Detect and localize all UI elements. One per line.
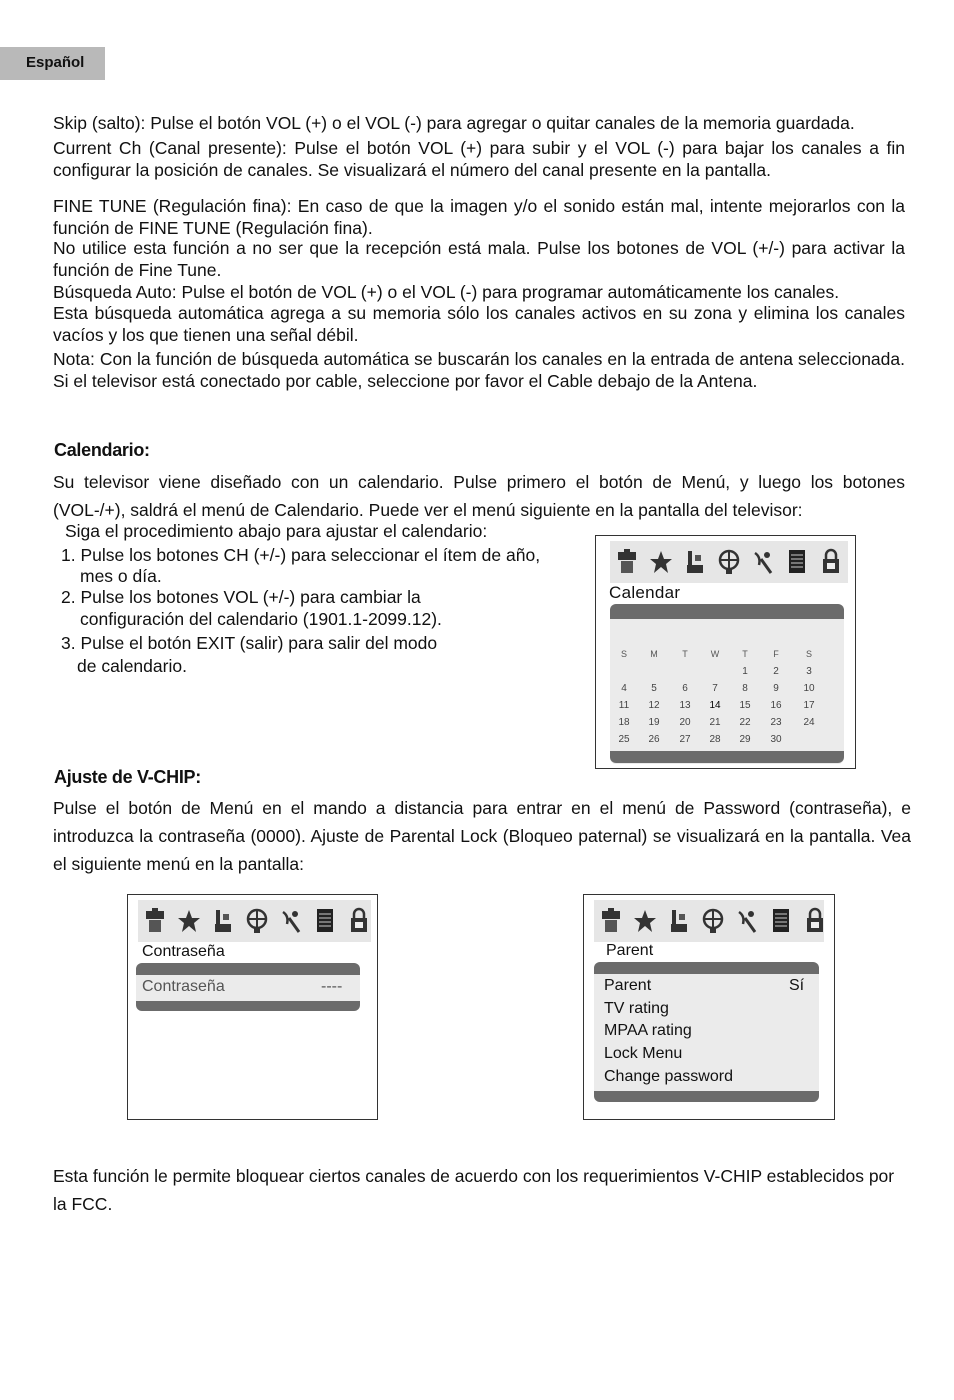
- calendar-weekday: T: [742, 649, 748, 659]
- calendar-day[interactable]: 11: [618, 700, 630, 711]
- channel-icon[interactable]: [667, 906, 691, 936]
- calendar-day[interactable]: 18: [618, 717, 630, 728]
- calendar-weekday: F: [773, 649, 779, 659]
- calendar-icon[interactable]: [785, 547, 809, 577]
- globe-icon[interactable]: [701, 906, 725, 936]
- calendar-day[interactable]: 29: [739, 734, 751, 745]
- parent-item-parent-value[interactable]: Sí: [789, 977, 805, 994]
- calendar-day[interactable]: 26: [648, 734, 660, 745]
- calendar-day[interactable]: 23: [770, 717, 782, 728]
- calendar-bottom-bar: [610, 751, 844, 763]
- satellite-icon[interactable]: [751, 547, 775, 577]
- calendar-day[interactable]: 7: [712, 683, 718, 694]
- calendar-day[interactable]: 27: [679, 734, 691, 745]
- satellite-icon[interactable]: [735, 906, 759, 936]
- menu-icon-bar: [610, 541, 848, 583]
- parent-item-tv-rating[interactable]: TV rating: [604, 1000, 669, 1017]
- calendar-day[interactable]: 12: [648, 700, 660, 711]
- calendar-day[interactable]: 20: [679, 717, 691, 728]
- channel-icon[interactable]: [211, 906, 235, 936]
- menu-icon-bar: [138, 900, 371, 942]
- sound-icon[interactable]: [633, 906, 657, 936]
- password-field-value[interactable]: ----: [321, 978, 343, 995]
- calendar-weekday: W: [710, 649, 720, 659]
- parent-top-bar: [594, 962, 819, 974]
- lock-icon[interactable]: [347, 906, 371, 936]
- calendar-step-3-cont: de calendario.: [77, 656, 187, 676]
- satellite-icon[interactable]: [279, 906, 303, 936]
- calendar-step-2: 2. Pulse los botones VOL (+/-) para cambiar la: [61, 587, 421, 607]
- menu-icon-bar: [594, 900, 824, 942]
- picture-icon[interactable]: [143, 906, 167, 936]
- picture-icon[interactable]: [615, 547, 639, 577]
- calendar-day[interactable]: 6: [682, 683, 688, 694]
- sound-icon[interactable]: [177, 906, 201, 936]
- sound-icon[interactable]: [649, 547, 673, 577]
- calendar-weekday: M: [650, 649, 658, 659]
- password-bottom-bar: [136, 1001, 360, 1011]
- picture-icon[interactable]: [599, 906, 623, 936]
- calendar-weekday: T: [682, 649, 688, 659]
- calendar-day[interactable]: 21: [709, 717, 721, 728]
- calendar-day[interactable]: 13: [679, 700, 691, 711]
- paragraph-vchip-intro: Pulse el botón de Menú en el mando a distancia para entrar en el menú de Password (contraseña), e introduzca la contraseña (0000). Ajuste de Parental Lock (Bloqueo paternal) se visualizará en la pantalla. Vea el siguiente menú en la pantalla:: [53, 798, 911, 874]
- globe-icon[interactable]: [245, 906, 269, 936]
- calendar-top-bar: [610, 604, 844, 619]
- calendar-day[interactable]: 19: [648, 717, 660, 728]
- calendar-day[interactable]: 3: [806, 666, 812, 677]
- parent-menu-title: Parent: [606, 942, 654, 959]
- password-menu-screen: [127, 894, 378, 1120]
- calendar-step-2-cont: configuración del calendario (1901.1-2099.12).: [80, 609, 442, 629]
- parent-item-parent[interactable]: Parent: [604, 977, 652, 994]
- calendar-day[interactable]: 8: [742, 683, 748, 694]
- calendar-day[interactable]: 14: [709, 700, 721, 711]
- paragraph-note: Nota: Con la función de búsqueda automática se buscarán los canales en la entrada de antena seleccionada. Si el televisor está conectado por cable, seleccione por favor el Cable debajo de la Antena.: [53, 349, 905, 391]
- calendar-day[interactable]: 25: [618, 734, 630, 745]
- password-menu-title: Contraseña: [142, 943, 225, 960]
- calendar-day[interactable]: 2: [773, 666, 779, 677]
- calendar-day[interactable]: 22: [739, 717, 751, 728]
- parent-item-lock-menu[interactable]: Lock Menu: [604, 1045, 683, 1062]
- paragraph-current-ch: Current Ch (Canal presente): Pulse el botón VOL (+) para subir y el VOL (-) para bajar los canales a fin configurar la posición de canales. Se visualizará el número del canal presente en la pantalla.: [53, 138, 905, 180]
- globe-icon[interactable]: [717, 547, 741, 577]
- calendar-icon[interactable]: [769, 906, 793, 936]
- password-field-label: Contraseña: [142, 978, 225, 995]
- paragraph-skip: Skip (salto): Pulse el botón VOL (+) o el VOL (-) para agregar o quitar canales de la memoria guardada.: [53, 113, 855, 133]
- calendar-day[interactable]: 1: [742, 666, 748, 677]
- calendar-day[interactable]: 10: [803, 683, 815, 694]
- calendar-day[interactable]: 28: [709, 734, 721, 745]
- calendar-day[interactable]: 15: [739, 700, 751, 711]
- parent-item-change-password[interactable]: Change password: [604, 1068, 733, 1085]
- language-label: Español: [26, 54, 85, 71]
- paragraph-fine-tune-1: FINE TUNE (Regulación fina): En caso de que la imagen y/o el sonido están mal, intente mejorarlos con la función de FINE TUNE (Regulación fina).: [53, 196, 905, 238]
- language-tab: [0, 47, 105, 80]
- calendar-icon[interactable]: [313, 906, 337, 936]
- paragraph-auto-search-1: Búsqueda Auto: Pulse el botón de VOL (+) o el VOL (-) para programar automáticamente los canales.: [53, 282, 840, 302]
- paragraph-fine-tune-2: No utilice esta función a no ser que la recepción está mala. Pulse los botones de VOL (+/-) para activar la función de Fine Tune.: [53, 238, 905, 280]
- calendar-menu-title: Calendar: [609, 583, 681, 602]
- calendar-step-1: 1. Pulse los botones CH (+/-) para seleccionar el ítem de año,: [61, 545, 541, 565]
- lock-icon[interactable]: [803, 906, 827, 936]
- calendar-steps-intro: Siga el procedimiento abajo para ajustar el calendario:: [65, 521, 488, 541]
- parent-bottom-bar: [594, 1091, 819, 1102]
- calendar-day[interactable]: 9: [773, 683, 779, 694]
- calendar-day[interactable]: 24: [803, 717, 815, 728]
- calendar-step-3: 3. Pulse el botón EXIT (salir) para salir del modo: [61, 633, 438, 653]
- password-top-bar: [136, 963, 360, 975]
- lock-icon[interactable]: [819, 547, 843, 577]
- calendar-day[interactable]: 16: [770, 700, 782, 711]
- calendar-weekday: S: [805, 649, 812, 659]
- paragraph-auto-search-2: Esta búsqueda automática agrega a su memoria sólo los canales activos en su zona y elimina los canales vacíos y los que tienen una señal débil.: [53, 303, 905, 345]
- calendar-menu-screen: [595, 535, 856, 769]
- heading-calendar: Calendario:: [54, 440, 150, 460]
- calendar-day[interactable]: 4: [621, 683, 627, 694]
- heading-vchip: Ajuste de V-CHIP:: [54, 767, 201, 787]
- parent-menu-screen: [583, 894, 835, 1120]
- calendar-weekday: S: [620, 649, 627, 659]
- calendar-day[interactable]: 30: [770, 734, 782, 745]
- parent-item-mpaa-rating[interactable]: MPAA rating: [604, 1022, 692, 1039]
- channel-icon[interactable]: [683, 547, 707, 577]
- calendar-step-1-cont: mes o día.: [80, 566, 162, 586]
- calendar-day[interactable]: 17: [803, 700, 815, 711]
- paragraph-vchip-footer: Esta función le permite bloquear ciertos canales de acuerdo con los requerimientos V-CHIP establecidos por la FCC.: [53, 1166, 895, 1214]
- calendar-day[interactable]: 5: [651, 683, 657, 694]
- paragraph-calendar-intro: Su televisor viene diseñado con un calendario. Pulse primero el botón de Menú, y luego los botones (VOL-/+), saldrá el menú de Calendario. Puede ver el menú siguiente en la pantalla del televisor:: [53, 472, 905, 520]
